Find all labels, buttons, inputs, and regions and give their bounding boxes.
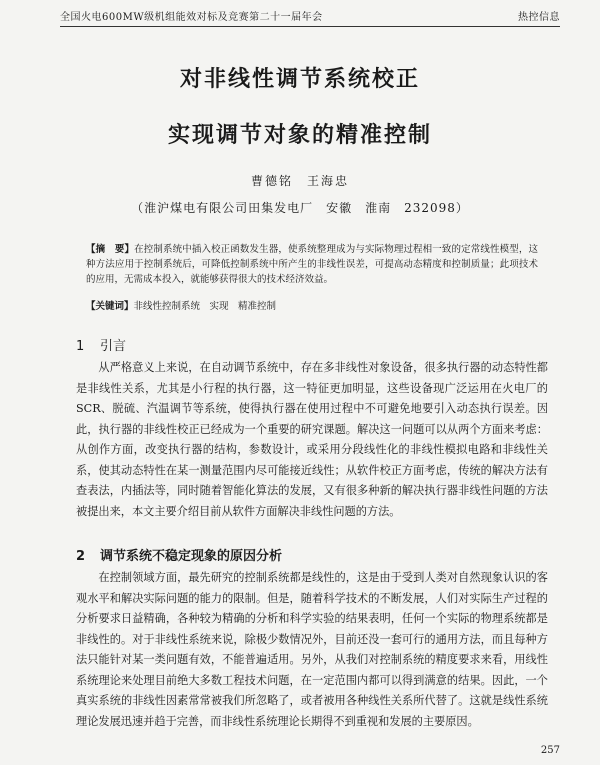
paper-title-line1: 对非线性调节系统校正 xyxy=(179,67,420,92)
section-title-1: 引言 xyxy=(100,339,127,354)
abstract xyxy=(86,242,538,287)
authors: 曹德铭 王海忠 xyxy=(250,174,349,188)
page-number: 257 xyxy=(540,745,560,756)
section-body-2: 在控制领域方面，最先研究的控制系统都是线性的，这是由于受到人类对自然现象认识的客观水平和解决实际问题的能力的限制。但是，随着科学技术的不断发展，人们对实际生产过程的分析要求日益精确，各种较为精确的分析和科学实验的结果表明，任何一个实际的物理系统都是非线性的。对于非线性系统来说，除极少数情况外，目前还没一套可行的通用方法，而且每种方法只能针对某一类问题有效，不能普遍适用。另外，从我们对控制系统的精度要求来看，用线性系统理论来处理目前绝大多数工程技术问题，在一定范围内都可以得到满意的结果。因此，一个真实系统的非线性因素常常被我们所忽略了，或者被用各种线性关系所代替了。这就是线性系统理论发展迅速并趋于完善，而非线性系统理论长期得不到重视和发展的主要原因。 xyxy=(76,571,548,728)
section-number-1: 1 xyxy=(76,339,85,354)
section-heading-1 xyxy=(76,335,126,354)
running-header xyxy=(60,8,560,27)
section-number-2: 2 xyxy=(76,549,86,564)
keywords-label: 【关键词】 xyxy=(86,301,134,312)
affiliation: （淮沪煤电有限公司田集发电厂 安徽 淮南 232098） xyxy=(131,201,469,215)
header-section: 热控信息 xyxy=(518,12,560,23)
paper-title-line2: 实现调节对象的精准控制 xyxy=(167,123,432,148)
section-title-2: 调节系统不稳定现象的原因分析 xyxy=(100,549,283,564)
header-conference: 全国火电600MW级机组能效对标及竞赛第二十一届年会 xyxy=(60,12,323,23)
abstract-text: 在控制系统中插入校正函数发生器，使系统整理成为与实际物理过程相一致的定常线性模型，这种方法应用于控制系统后，可降低控制系统中所产生的非线性误差，可提高动态精度和控制质量；此项技术的应用，无需成本投入，就能够获得很大的技术经济效益。 xyxy=(86,244,538,285)
keywords xyxy=(86,299,538,314)
section-body-1: 从严格意义上来说，在自动调节系统中，存在多非线性对象设备，很多执行器的动态特性都是非线性关系，尤其是小行程的执行器，这一特征更加明显，这些设备现广泛运用在火电厂的SCR、脱硫、汽温调节等系统，使得执行器在使用过程中不可避免地要引入动态执行误差。因此，执行器的非线性校正已经成为一个重要的研究课题。解决这一问题可以从两个方面来考虑：从创作方面，改变执行器的结构，参数设计，或采用分段线性化的非线性模拟电路和非线性关系，使其动态特性在某一测量范围内尽可能接近线性；从软件校正方面考虑，传统的解决方法有查表法，内插法等，同时随着智能化算法的发展，又有很多种新的解决执行器非线性问题的方法被提出来，本文主要介绍目前从软件方面解决非线性问题的方法。 xyxy=(76,361,548,518)
keywords-text: 非线性控制系统 实现 精准控制 xyxy=(133,301,277,312)
abstract-label: 【摘 要】 xyxy=(86,244,135,255)
section-heading-2 xyxy=(76,545,282,564)
